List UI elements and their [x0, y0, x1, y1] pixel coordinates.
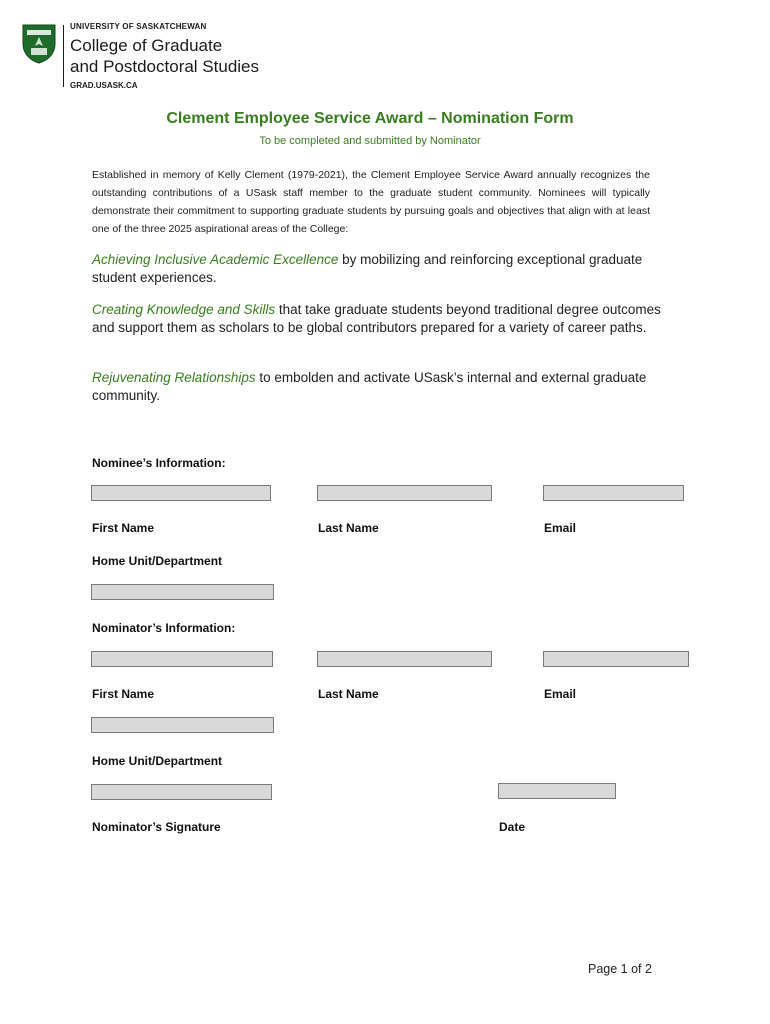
aspiration-area-1-emphasis: Achieving Inclusive Academic Excellence	[92, 252, 339, 267]
aspiration-area-3-emphasis: Rejuvenating Relationships	[92, 370, 256, 385]
aspiration-area-2-emphasis: Creating Knowledge and Skills	[92, 302, 276, 317]
aspiration-area-2-text: that take graduate students beyond traditional degree outcomes and support them as scholars to be global contributors prepared for a variety of career paths.	[92, 302, 661, 335]
nominator-email-label: Email	[544, 687, 577, 701]
college-name-line1: College of Graduate	[70, 36, 223, 55]
aspiration-area-3	[92, 369, 662, 405]
aspiration-area-1-text: by mobilizing and reinforcing exceptional graduate student experiences.	[92, 252, 643, 285]
aspiration-area-1	[92, 251, 662, 287]
nominee-first-name-label: First Name	[92, 521, 155, 535]
nominee-heading: Nominee’s Information:	[92, 456, 226, 470]
form-subtitle: To be completed and submitted by Nominator	[259, 135, 481, 147]
nominee-email-field[interactable]	[543, 485, 684, 501]
signature-date-label: Date	[499, 820, 526, 834]
nominator-signature-label: Nominator’s Signature	[92, 820, 221, 834]
nominator-email-field[interactable]	[543, 651, 689, 667]
nominee-first-name-field[interactable]	[91, 485, 271, 501]
nominee-last-name-label: Last Name	[318, 521, 379, 535]
nominator-last-name-field[interactable]	[317, 651, 492, 667]
nominator-unit-label: Home Unit/Department	[92, 754, 223, 768]
logo-divider	[63, 25, 64, 87]
nominee-unit-field[interactable]	[91, 584, 274, 600]
university-shield-logo	[22, 24, 56, 64]
nominee-unit-label: Home Unit/Department	[92, 554, 223, 568]
nominator-last-name-label: Last Name	[318, 687, 379, 701]
page-number: Page 1 of 2	[588, 962, 652, 976]
nominator-signature-field[interactable]	[91, 784, 272, 800]
college-url: GRAD.USASK.CA	[70, 81, 138, 90]
nominee-email-label: Email	[544, 521, 577, 535]
nominator-first-name-field[interactable]	[91, 651, 273, 667]
aspiration-area-2	[92, 301, 662, 337]
aspiration-area-3-text: to embolden and activate USask’s internal and external graduate community.	[92, 370, 647, 403]
nominee-last-name-field[interactable]	[317, 485, 492, 501]
college-name-line2: and Postdoctoral Studies	[70, 57, 260, 76]
nominator-first-name-label: First Name	[92, 687, 155, 701]
form-title: Clement Employee Service Award – Nomination Form	[166, 110, 574, 127]
signature-date-field[interactable]	[498, 783, 616, 799]
nominator-heading: Nominator’s Information:	[92, 621, 236, 635]
intro-paragraph: Established in memory of Kelly Clement (1979-2021), the Clement Employee Service Award annually recognizes the outstanding contributions of a USask staff member to the graduate student community. Nominees will typically demonstrate their commitment to supporting graduate students by pursuing goals and objectives that align with at least one of the three 2025 aspirational areas of the College:	[92, 169, 650, 235]
university-name: UNIVERSITY OF SASKATCHEWAN	[70, 22, 207, 31]
nominator-unit-field[interactable]	[91, 717, 274, 733]
